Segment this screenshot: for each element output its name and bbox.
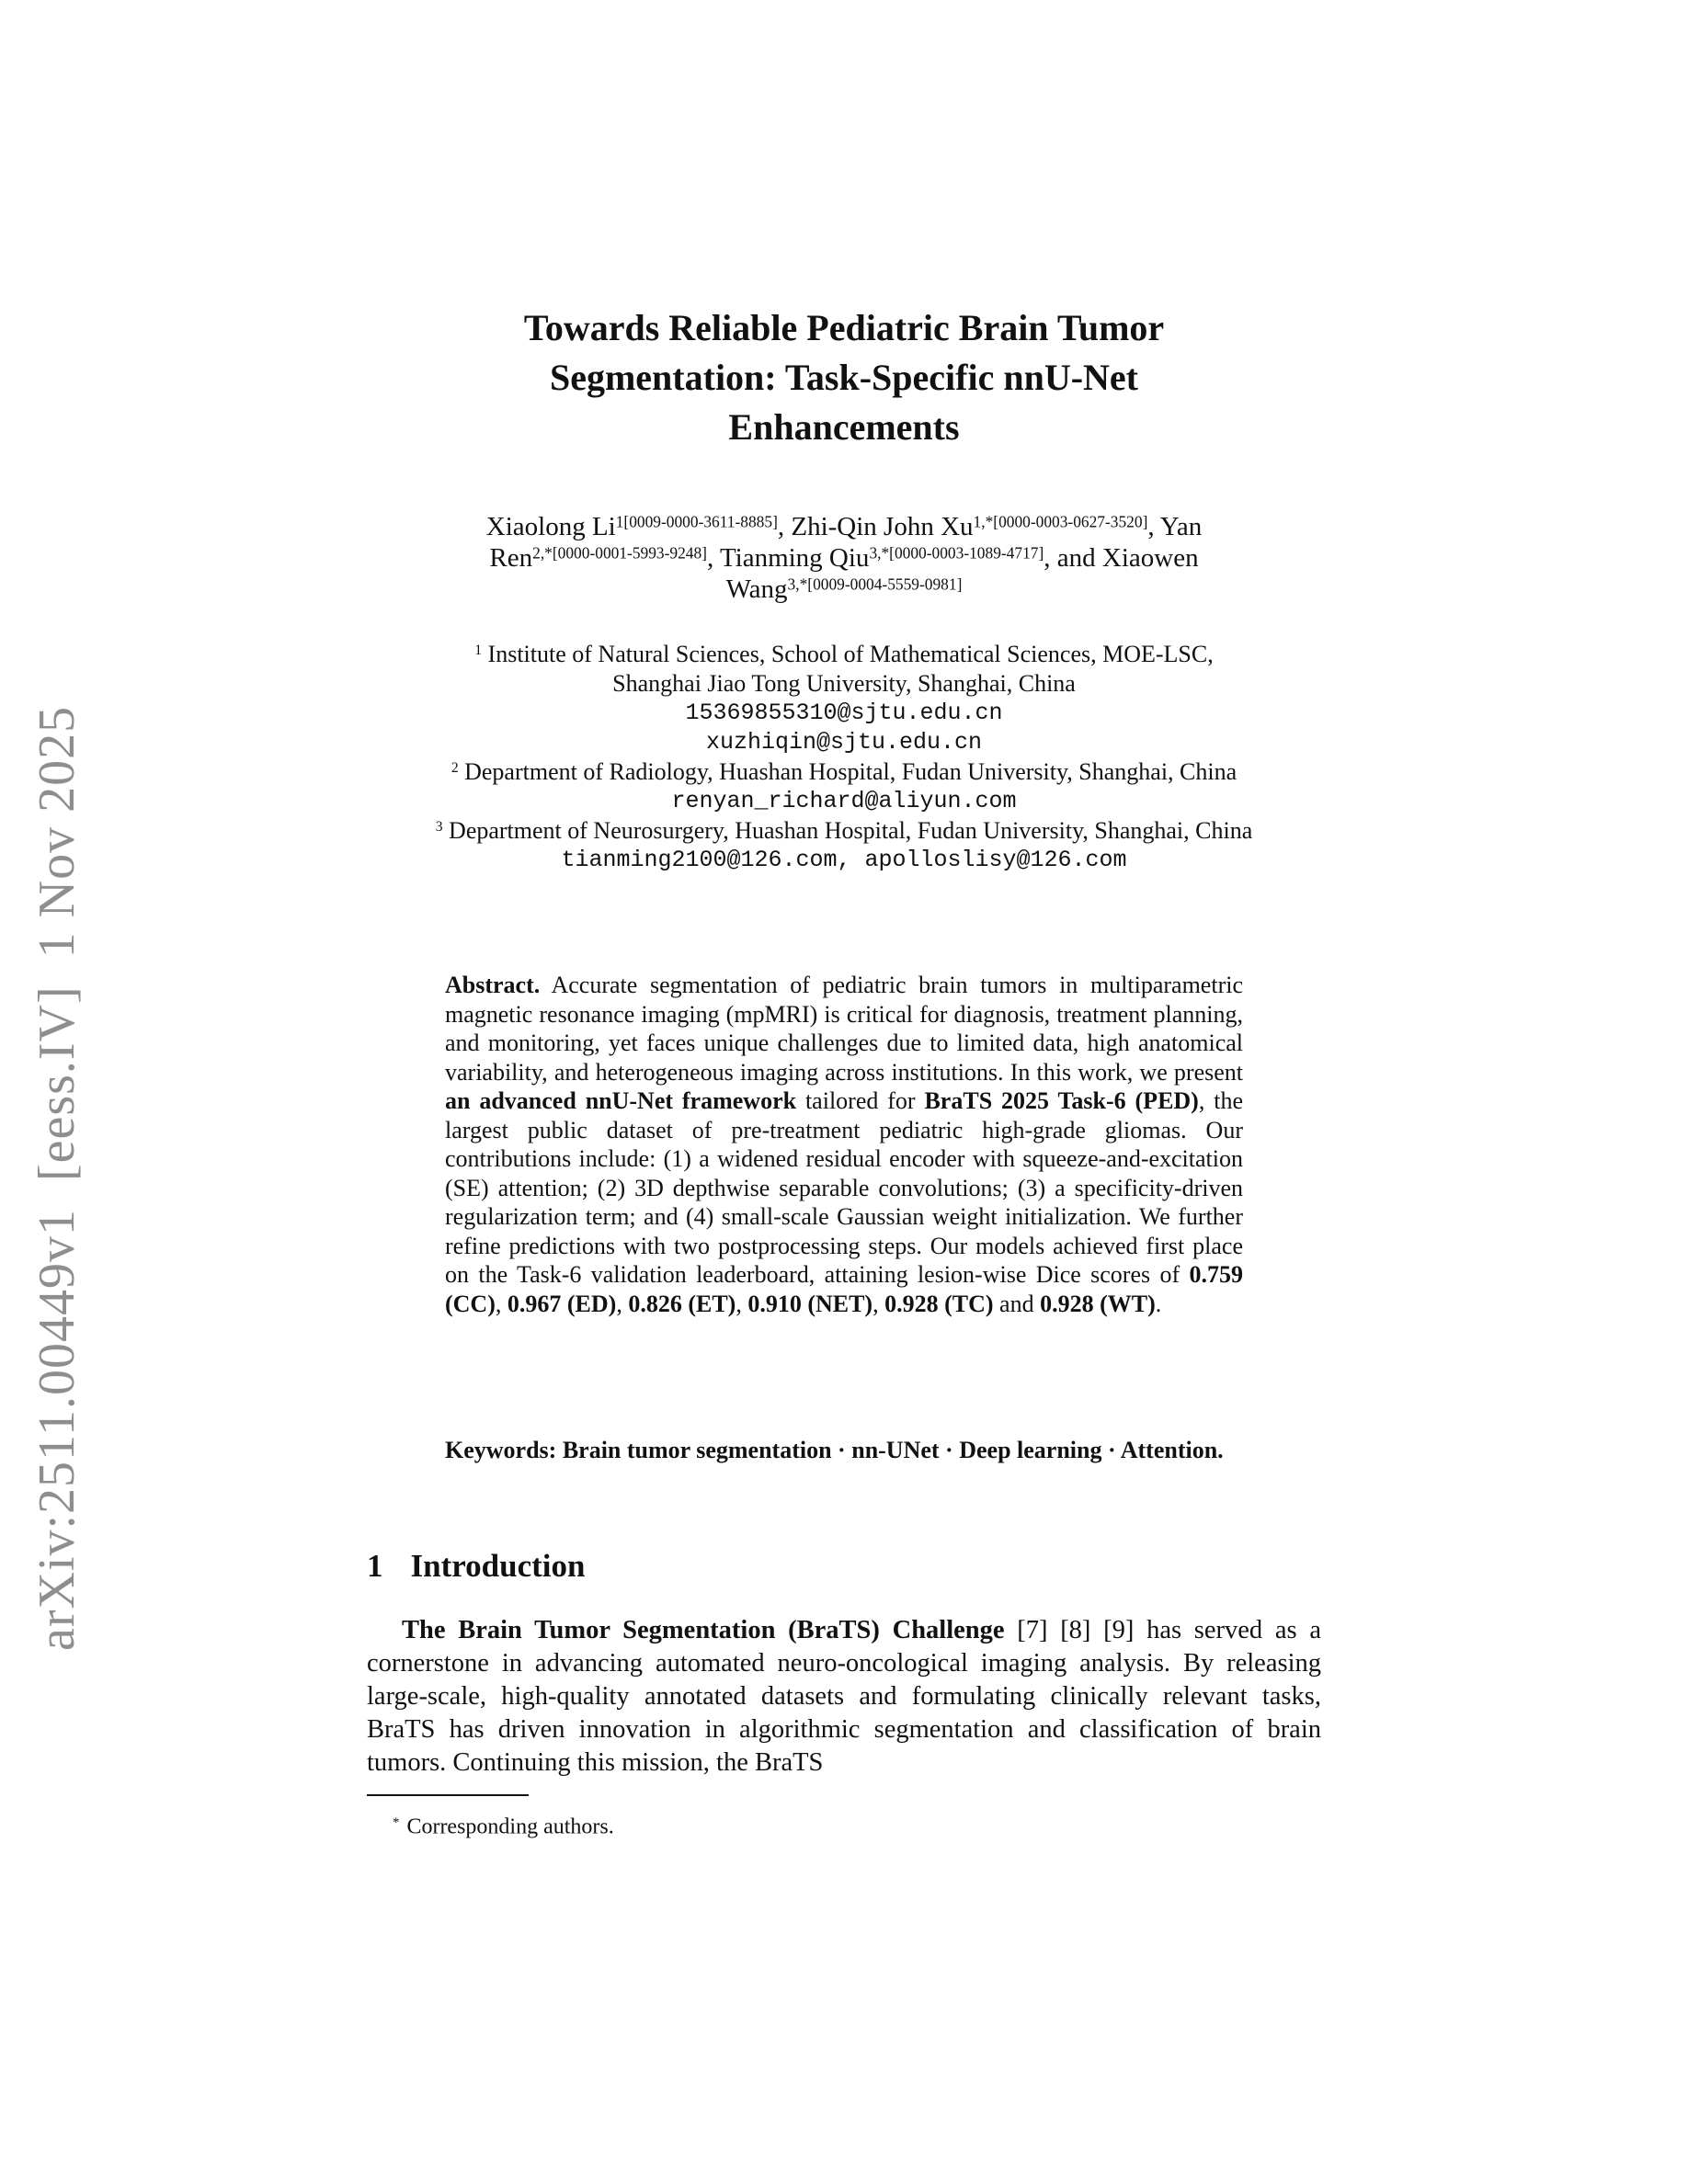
abstract-paragraph	[445, 971, 1243, 1318]
author-orcid-superscript: 1[0009-0000-3611-8885]	[615, 512, 778, 531]
dice-score-cc: 0.759 (CC)	[445, 1261, 1243, 1317]
keywords-list: Brain tumor segmentation · nn-UNet · Deep learning · Attention.	[556, 1437, 1224, 1463]
affiliation-text: Department of Neurosurgery, Huashan Hospital, Fudan University, Shanghai, China	[449, 817, 1253, 844]
author-block	[367, 511, 1321, 605]
affiliation-1-line-2: Shanghai Jiao Tong University, Shanghai, China	[612, 670, 1076, 697]
email-address: renyan_richard@aliyun.com	[671, 788, 1017, 814]
intro-bold-lead: The Brain Tumor Segmentation (BraTS) Challenge	[402, 1616, 1005, 1644]
author-name: , and Xiaowen	[1044, 543, 1199, 573]
paper-title-line-3: Enhancements	[728, 406, 960, 448]
author-name: , Zhi-Qin John Xu	[777, 512, 974, 541]
content-column	[367, 0, 1321, 2184]
dice-score-et: 0.826 (ET)	[628, 1290, 736, 1317]
affiliation-text: Department of Radiology, Huashan Hospital, Fudan University, Shanghai, China	[464, 758, 1237, 785]
affiliation-block	[367, 640, 1321, 875]
author-name: Ren	[489, 543, 533, 573]
dice-score-ed: 0.967 (ED)	[507, 1290, 617, 1317]
affiliation-marker: 3	[435, 819, 443, 836]
section-title: Introduction	[410, 1548, 586, 1584]
footnote	[367, 1809, 614, 1840]
abstract-text: ,	[873, 1290, 885, 1317]
paper-title-line-1: Towards Reliable Pediatric Brain Tumor	[523, 307, 1165, 348]
abstract-text: , the largest public dataset of pre-treatment pediatric high-grade gliomas. Our contributions include: (1) a widened residual encoder with squeeze-and-excitation (SE) attention; (2) 3D depthwise separable convolutions; (3) a specificity-driven regularization term; and (4) small-scale Gaussian weight initialization. We further refine predictions with two postprocessing steps. Our models achieved first place on the Task-6 validation leaderboard, attaining lesion-wise Dice scores of	[445, 1087, 1243, 1288]
email-address: 15369855310@sjtu.edu.cn	[685, 700, 1003, 726]
affiliation-3-line-1	[367, 816, 1321, 846]
author-name: , Tianming Qiu	[706, 543, 870, 573]
footnote-text: Corresponding authors.	[406, 1814, 614, 1839]
abstract-text: ,	[495, 1290, 508, 1317]
abstract-text: .	[1155, 1290, 1162, 1317]
keywords-label: Keywords:	[445, 1437, 557, 1463]
affiliation-1-line-1	[367, 640, 1321, 669]
affiliation-2-line-1	[367, 757, 1321, 787]
paper-title-line-2: Segmentation: Task-Specific nnU-Net	[549, 357, 1139, 398]
author-name: Wang	[725, 574, 788, 604]
email-address: xuzhiqin@sjtu.edu.cn	[705, 729, 983, 756]
abstract-text: ,	[736, 1290, 748, 1317]
affiliation-marker: 2	[451, 760, 459, 777]
paper-title	[367, 303, 1321, 452]
affiliation-marker: 1	[474, 643, 483, 659]
section-heading-introduction	[367, 1548, 585, 1585]
dice-score-wt: 0.928 (WT)	[1040, 1290, 1156, 1317]
footnote-rule	[367, 1794, 529, 1796]
abstract-text: and	[993, 1290, 1041, 1317]
author-line-3	[367, 574, 1321, 605]
abstract-bold-framework: an advanced nnU-Net framework	[445, 1087, 797, 1114]
dice-score-net: 0.910 (NET)	[747, 1290, 873, 1317]
author-line-2	[367, 542, 1321, 574]
author-orcid-superscript: 2,*[0000-0001-5993-9248]	[532, 543, 707, 563]
intro-text: [7] [8] [9] has served as a cornerstone in advancing automated neuro-oncological imaging analysis. By releasing large-scale, high-quality annotated datasets and formulating clinically relevant tasks, BraTS has driven innovation in algorithmic segmentation and classification of brain tumors. Continuing this mission, the BraTS	[367, 1616, 1321, 1777]
author-line-1	[367, 511, 1321, 542]
author-orcid-superscript: 1,*[0000-0003-0627-3520]	[973, 512, 1148, 531]
keywords-paragraph	[445, 1436, 1243, 1465]
abstract-bold-task: BraTS 2025 Task-6 (PED)	[924, 1087, 1199, 1114]
abstract-text: Accurate segmentation of pediatric brain tumors in multiparametric magnetic resonance imaging (mpMRI) is critical for diagnosis, treatment planning, and monitoring, yet faces unique challenges due to limited data, high anatomical variability, and heterogeneous imaging across institutions. In this work, we present	[445, 972, 1243, 1086]
dice-score-tc: 0.928 (TC)	[884, 1290, 994, 1317]
abstract-text: tailored for	[796, 1087, 925, 1114]
introduction-paragraph	[367, 1614, 1321, 1780]
author-name: , Yan	[1147, 512, 1203, 541]
affiliation-text: Institute of Natural Sciences, School of Mathematical Sciences, MOE-LSC,	[487, 641, 1214, 667]
arxiv-watermark: arXiv:2511.00449v1 [eess.IV] 1 Nov 2025	[29, 705, 86, 1651]
abstract-label: Abstract.	[445, 972, 541, 998]
abstract-text: ,	[616, 1290, 629, 1317]
author-name: Xiaolong Li	[485, 512, 616, 541]
email-address: tianming2100@126.com, apolloslisy@126.com	[561, 847, 1127, 873]
section-number: 1	[367, 1548, 383, 1584]
footnote-marker: *	[393, 1815, 400, 1830]
author-orcid-superscript: 3,*[0000-0003-1089-4717]	[869, 543, 1044, 563]
author-orcid-superscript: 3,*[0009-0004-5559-0981]	[787, 574, 963, 594]
